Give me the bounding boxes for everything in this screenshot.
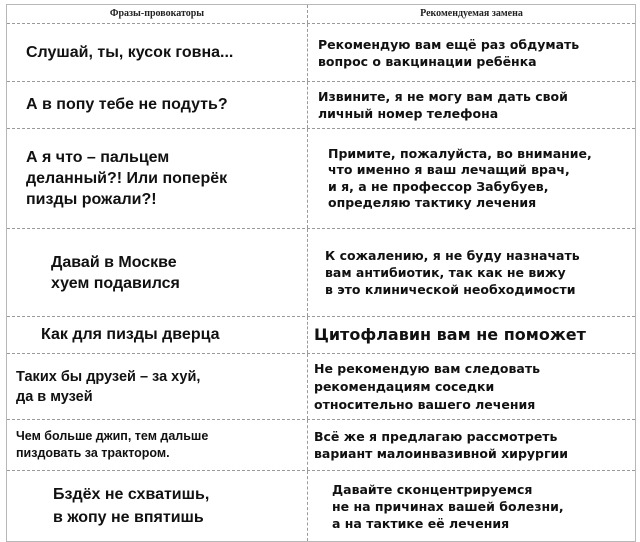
table-row bbox=[7, 317, 635, 354]
provocative-phrase: А я что – пальцем деланный?! Или поперёк пизды рожали?! bbox=[7, 129, 308, 228]
provocative-phrase: Как для пизды дверца bbox=[7, 317, 308, 353]
phrase-table bbox=[6, 4, 636, 542]
recommended-replacement: Цитофлавин вам не поможет bbox=[314, 325, 586, 344]
provocative-phrase: Чем больше джип, тем дальше пиздовать за трактором. bbox=[7, 420, 308, 470]
table-row bbox=[7, 129, 635, 229]
provocative-phrase: Таких бы друзей – за хуй, да в музей bbox=[7, 354, 308, 419]
recommended-replacement: Извините, я не могу вам дать свой личный номер телефона bbox=[318, 89, 568, 121]
table-row bbox=[7, 229, 635, 317]
provocative-phrase: А в попу тебе не подуть? bbox=[7, 82, 308, 128]
recommended-replacement: К сожалению, я не буду назначать вам антибиотик, так как не вижу в это клинической необходимости bbox=[325, 248, 580, 297]
table-header bbox=[7, 5, 635, 24]
provocative-phrase: Давай в Москве хуем подавился bbox=[7, 229, 308, 316]
recommended-replacement: Всё же я предлагаю рассмотреть вариант малоинвазивной хирургии bbox=[314, 429, 569, 461]
table-row bbox=[7, 420, 635, 471]
table-row bbox=[7, 24, 635, 82]
recommended-replacement: Давайте сконцентрируемся не на причинах вашей болезни, а на тактике её лечения bbox=[332, 481, 564, 531]
header-provocative-phrases: Фразы-провокаторы bbox=[7, 5, 308, 23]
recommended-replacement: Рекомендую вам ещё раз обдумать вопрос о вакцинации ребёнка bbox=[318, 36, 580, 69]
table-row bbox=[7, 354, 635, 420]
table-row bbox=[7, 82, 635, 129]
table-row bbox=[7, 471, 635, 541]
recommended-replacement: Примите, пожалуйста, во внимание, что именно я ваш лечащий врач, и я, а не профессор Забубуев, определяю тактику лечения bbox=[328, 145, 592, 210]
provocative-phrase: Бздёх не схватишь, в жопу не впятишь bbox=[7, 471, 308, 541]
recommended-replacement: Не рекомендую вам следовать рекомендациям соседки относительно вашего лечения bbox=[314, 360, 541, 412]
provocative-phrase: Слушай, ты, кусок говна... bbox=[7, 24, 308, 81]
header-recommended-replacement: Рекомендуемая замена bbox=[420, 8, 523, 19]
